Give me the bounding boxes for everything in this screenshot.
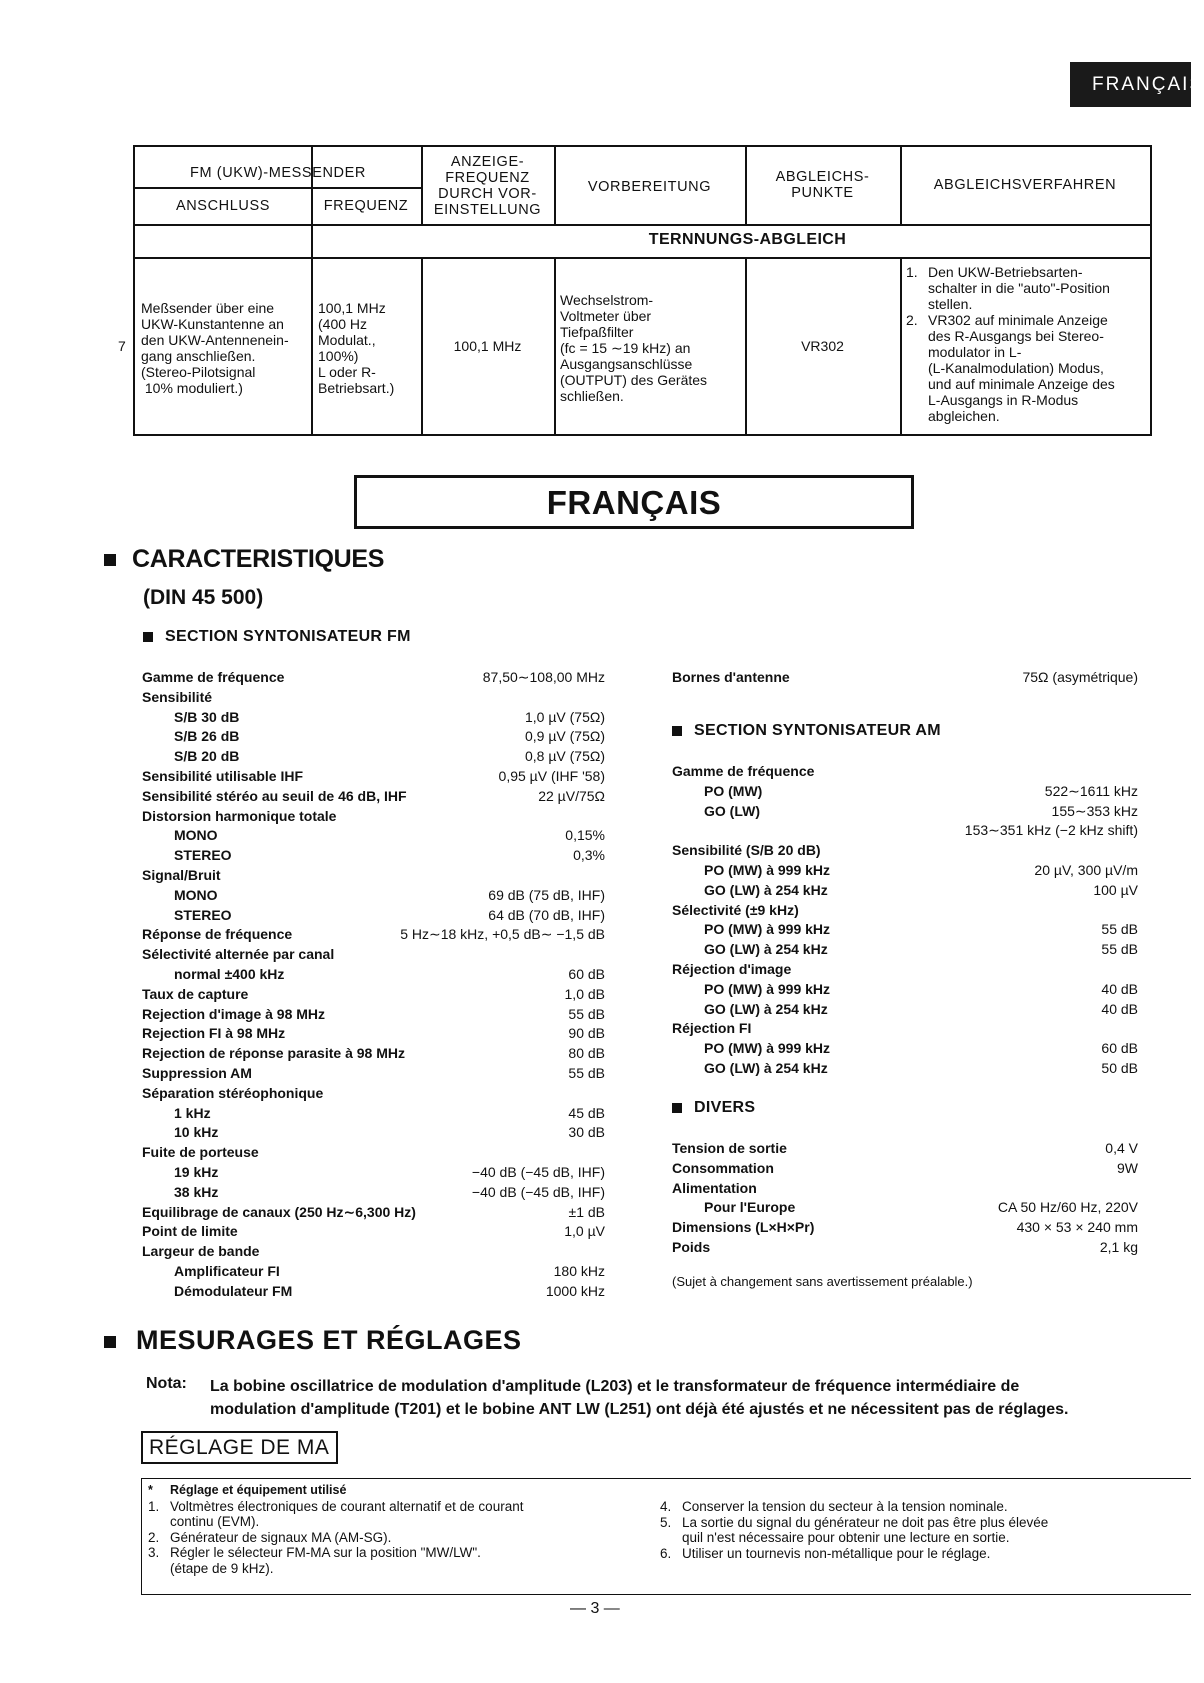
- spec-row: [142, 1084, 605, 1104]
- spec-label: Rejection de réponse parasite à 98 MHz: [142, 1045, 405, 1062]
- spec-row: [142, 1044, 605, 1064]
- header-preparation: VORBEREITUNG: [587, 179, 712, 195]
- spec-row: [142, 1143, 605, 1163]
- misc-specs-list: [672, 1139, 1138, 1258]
- spec-label: Bornes d'antenne: [672, 669, 790, 685]
- spec-row: [672, 821, 1138, 841]
- spec-label: Sensibilité utilisable IHF: [142, 767, 304, 784]
- spec-row: [672, 1159, 1138, 1179]
- spec-label: PO (MW): [704, 782, 763, 799]
- spec-row: [142, 807, 605, 827]
- spec-label: Consommation: [672, 1159, 774, 1176]
- spec-label: Pour l'Europe: [704, 1199, 796, 1216]
- spec-value: 180 kHz: [553, 1262, 605, 1279]
- nota-label: Nota:: [146, 1375, 187, 1392]
- nota-text: La bobine oscillatrice de modulation d'amplitude (L203) et le transformateur de fréquence intermédiaire de modulation d'amplitude (T201) et le bobine ANT LW (L251) ont déjà été ajustés et ne nécessitent pas de réglages.: [210, 1378, 1069, 1418]
- spec-label: GO (LW) à 254 kHz: [704, 1000, 828, 1017]
- spec-label: normal ±400 kHz: [174, 965, 285, 982]
- spec-value: 20 µV, 300 µV/m: [1034, 861, 1138, 878]
- spec-label: Sensibilité: [142, 688, 213, 705]
- spec-value: 0,9 µV (75Ω): [524, 728, 605, 745]
- spec-row: [142, 846, 605, 866]
- spec-value: 40 dB: [1101, 1000, 1138, 1017]
- spec-label: Suppression AM: [142, 1064, 252, 1081]
- spec-label: 38 kHz: [174, 1183, 219, 1200]
- cell-procedure: 1. Den UKW-Betriebsarten- schalter in die "auto"-Position stellen. 2. VR302 auf minimale Anzeige des R-Ausgangs bei Stereo- modulator in L- (L-Kanalmodulation) Modus, und auf minimale Anzeige des L-Ausgangs in R-Modus abgleichen.: [906, 264, 1115, 424]
- header-display-frequency: ANZEIGE- FREQUENZ DURCH VOR- EINSTELLUNG: [433, 154, 542, 218]
- am-section-heading: SECTION SYNTONISATEUR AM: [672, 722, 941, 740]
- spec-row: [672, 1179, 1138, 1199]
- characteristics-heading: CARACTERISTIQUES: [104, 545, 384, 574]
- spec-label: MONO: [174, 827, 218, 844]
- french-title: FRANÇAIS: [354, 475, 914, 529]
- spec-value: 155∼353 kHz: [1051, 802, 1138, 819]
- spec-value: 522∼1611 kHz: [1044, 782, 1138, 799]
- cell-adjustment-point: VR302: [801, 338, 844, 354]
- spec-label: 1 kHz: [174, 1104, 211, 1121]
- spec-label: Sensibilité stéréo au seuil de 46 dB, IHF: [142, 787, 407, 804]
- spec-label: Equilibrage de canaux (250 Hz∼6,300 Hz): [142, 1203, 416, 1220]
- spec-label: Gamme de fréquence: [672, 763, 815, 779]
- square-bullet-icon: [143, 632, 153, 642]
- spec-row: [672, 1218, 1138, 1238]
- spec-value: 64 dB (70 dB, IHF): [488, 906, 605, 923]
- cell-preparation: Wechselstrom- Voltmeter über Tiefpaßfilter (fc = 15 ∼19 kHz) an Ausgangsanschlüsse (OUTPUT) des Gerätes schließen.: [560, 292, 708, 404]
- spec-row: [672, 782, 1138, 802]
- spec-label: Sélectivité (±9 kHz): [672, 901, 799, 918]
- square-bullet-icon: [104, 554, 116, 566]
- antenna-spec: [672, 668, 1138, 688]
- spec-label: 10 kHz: [174, 1124, 219, 1141]
- spec-row: [142, 1104, 605, 1124]
- equipment-box: [141, 1478, 1191, 1595]
- spec-value: 0,8 µV (75Ω): [524, 748, 605, 765]
- fm-section-heading: SECTION SYNTONISATEUR FM: [143, 628, 411, 646]
- spec-value: 40 dB: [1101, 980, 1138, 997]
- spec-label: PO (MW) à 999 kHz: [704, 921, 831, 938]
- spec-row: [672, 881, 1138, 901]
- spec-value: 1,0 µV (75Ω): [524, 708, 605, 725]
- spec-value: 0,3%: [573, 847, 605, 864]
- spec-row: [142, 1123, 605, 1143]
- spec-row: [142, 866, 605, 886]
- spec-row: [142, 1222, 605, 1242]
- cell-frequency: 100,1 MHz (400 Hz Modulat., 100%) L oder R- Betriebsart.): [318, 300, 395, 396]
- spec-label: Point de limite: [142, 1223, 238, 1240]
- header-connection: ANSCHLUSS: [175, 198, 271, 214]
- spec-value: 100 µV: [1093, 881, 1138, 898]
- spec-value: 45 dB: [568, 1104, 605, 1121]
- spec-label: Amplificateur FI: [174, 1262, 280, 1279]
- spec-value: 75Ω (asymétrique): [1022, 669, 1138, 685]
- spec-row: [142, 688, 605, 708]
- spec-row: [142, 1242, 605, 1262]
- spec-label: GO (LW) à 254 kHz: [704, 1059, 828, 1076]
- spec-value: 87,50∼108,00 MHz: [482, 669, 605, 685]
- spec-label: Rejection FI à 98 MHz: [142, 1025, 286, 1042]
- header-adjustment-points: ABGLEICHS- PUNKTE: [775, 169, 870, 201]
- spec-row: [142, 668, 605, 688]
- spec-row: [672, 960, 1138, 980]
- spec-value: CA 50 Hz/60 Hz, 220V: [997, 1199, 1138, 1216]
- spec-row: [142, 886, 605, 906]
- spec-value: 60 dB: [1101, 1040, 1138, 1057]
- spec-value: 69 dB (75 dB, IHF): [488, 886, 605, 903]
- spec-value: 30 dB: [568, 1124, 605, 1141]
- spec-value: 55 dB: [568, 1064, 605, 1081]
- spec-row: [142, 727, 605, 747]
- spec-label: GO (LW) à 254 kHz: [704, 941, 828, 958]
- spec-row: [672, 1000, 1138, 1020]
- spec-row: [672, 1019, 1138, 1039]
- cell-connection: Meßsender über eine UKW-Kunstantenne an den UKW-Antennenein- gang anschließen. (Stereo-Pilotsignal 10% moduliert.): [141, 300, 289, 396]
- spec-label: Distorsion harmonique totale: [142, 807, 337, 824]
- spec-value: 2,1 kg: [1099, 1238, 1138, 1255]
- header-frequency: FREQUENZ: [323, 198, 409, 214]
- spec-value: 22 µV/75Ω: [538, 787, 605, 804]
- spec-row: [142, 1282, 605, 1302]
- spec-value: 0,4 V: [1105, 1140, 1138, 1156]
- spec-label: GO (LW): [704, 802, 760, 819]
- spec-label: PO (MW) à 999 kHz: [704, 980, 831, 997]
- spec-row: [142, 826, 605, 846]
- spec-label: 19 kHz: [174, 1163, 219, 1180]
- spec-label: Réjection d'image: [672, 960, 792, 977]
- spec-value: 80 dB: [568, 1045, 605, 1062]
- spec-value: 1,0 µV: [564, 1223, 605, 1240]
- spec-value: 1000 kHz: [545, 1282, 605, 1299]
- spec-value: 55 dB: [1101, 921, 1138, 938]
- spec-row: [142, 985, 605, 1005]
- spec-row: [142, 906, 605, 926]
- spec-label: Démodulateur FM: [174, 1282, 293, 1299]
- spec-value: ±1 dB: [568, 1203, 605, 1220]
- spec-label: S/B 20 dB: [174, 748, 240, 765]
- spec-label: Poids: [672, 1238, 711, 1255]
- spec-row: [672, 1238, 1138, 1258]
- spec-value: 0,95 µV (IHF '58): [498, 767, 605, 784]
- spec-value: −40 dB (−45 dB, IHF): [471, 1163, 605, 1180]
- equipment-left: * Réglage et équipement utilisé 1. Voltmètres électroniques de courant alternatif et de courant continu (EVM). 2. Générateur de signaux MA (AM-SG). 3. Régler le sélecteur FM-MA sur la position "MW/LW". (étape de 9 kHz).: [148, 1483, 524, 1576]
- spec-label: Réponse de fréquence: [142, 926, 293, 943]
- spec-row: [142, 1064, 605, 1084]
- spec-label: Largeur de bande: [142, 1243, 260, 1260]
- spec-row: [672, 901, 1138, 921]
- row-number: 7: [118, 338, 126, 354]
- spec-label: Alimentation: [672, 1179, 757, 1196]
- spec-label: Séparation stéréophonique: [142, 1084, 324, 1101]
- spec-row: [672, 1039, 1138, 1059]
- spec-value: 5 Hz∼18 kHz, +0,5 dB∼ −1,5 dB: [400, 926, 605, 943]
- spec-value: 50 dB: [1101, 1059, 1138, 1076]
- spec-value: 1,0 dB: [564, 985, 605, 1002]
- spec-label: Rejection d'image à 98 MHz: [142, 1005, 326, 1022]
- square-bullet-icon: [104, 1336, 116, 1348]
- measurements-heading: MESURAGES ET RÉGLAGES: [104, 1325, 522, 1356]
- spec-label: GO (LW) à 254 kHz: [704, 881, 828, 898]
- spec-row: [672, 1198, 1138, 1218]
- spec-row: [672, 762, 1138, 782]
- equipment-right: 4. Conserver la tension du secteur à la tension nominale. 5. La sortie du signal du générateur ne doit pas être plus élevée quil n'est nécessaire pour obtenir une lecture en sortie. 6. Utiliser un tournevis non-métallique pour le réglage.: [660, 1499, 1049, 1561]
- misc-section-heading: DIVERS: [672, 1099, 755, 1117]
- spec-label: Taux de capture: [142, 985, 249, 1002]
- spec-label: Réjection FI: [672, 1020, 752, 1037]
- spec-row: [142, 925, 605, 945]
- cell-display-frequency: 100,1 MHz: [453, 338, 522, 354]
- spec-label: Signal/Bruit: [142, 866, 221, 883]
- spec-label: STEREO: [174, 847, 232, 864]
- spec-label: PO (MW) à 999 kHz: [704, 1040, 831, 1057]
- spec-value: 55 dB: [568, 1005, 605, 1022]
- spec-row: [142, 1183, 605, 1203]
- spec-label: [672, 821, 704, 841]
- spec-row: [142, 767, 605, 787]
- din-subtitle: (DIN 45 500): [143, 586, 264, 609]
- spec-value: −40 dB (−45 dB, IHF): [471, 1183, 605, 1200]
- spec-row: [142, 945, 605, 965]
- spec-row: [672, 940, 1138, 960]
- spec-value: 0,15%: [565, 827, 605, 844]
- header-procedure: ABGLEICHSVERFAHREN: [933, 177, 1117, 193]
- spec-label: MONO: [174, 886, 218, 903]
- spec-value: 90 dB: [568, 1025, 605, 1042]
- spec-value: 55 dB: [1101, 941, 1138, 958]
- spec-label: S/B 26 dB: [174, 728, 240, 745]
- equipment-title: Réglage et équipement utilisé: [170, 1483, 347, 1497]
- section-title-separation: TERNNUNGS-ABGLEICH: [648, 231, 847, 248]
- header-fm-generator: FM (UKW)-MESSENDER: [190, 165, 366, 181]
- spec-label: Fuite de porteuse: [142, 1144, 259, 1161]
- am-specs-list: [672, 762, 1138, 1079]
- page-number: — 3 —: [570, 1600, 620, 1617]
- spec-row: [672, 1139, 1138, 1159]
- spec-row: [142, 1163, 605, 1183]
- spec-row: [142, 747, 605, 767]
- spec-row: [142, 1203, 605, 1223]
- spec-label: Tension de sortie: [672, 1140, 787, 1156]
- spec-row: [142, 1005, 605, 1025]
- spec-label: Dimensions (L×H×Pr): [672, 1219, 815, 1236]
- fm-specs-list: [142, 668, 605, 1302]
- spec-label: S/B 30 dB: [174, 708, 240, 725]
- spec-row: [672, 980, 1138, 1000]
- spec-row: [142, 1262, 605, 1282]
- spec-row: [142, 708, 605, 728]
- spec-row: [142, 1024, 605, 1044]
- change-note: (Sujet à changement sans avertissement préalable.): [672, 1274, 973, 1289]
- spec-row: [672, 841, 1138, 861]
- spec-row: [672, 920, 1138, 940]
- spec-value: 153∼351 kHz (−2 kHz shift): [964, 822, 1138, 839]
- spec-value: 60 dB: [568, 965, 605, 982]
- spec-value: 9W: [1117, 1159, 1138, 1176]
- am-adjust-title: RÉGLAGE DE MA: [141, 1431, 338, 1464]
- square-bullet-icon: [672, 1103, 682, 1113]
- spec-label: Sensibilité (S/B 20 dB): [672, 842, 821, 859]
- spec-row: [142, 965, 605, 985]
- spec-label: Gamme de fréquence: [142, 669, 285, 685]
- spec-row: [672, 861, 1138, 881]
- spec-label: STEREO: [174, 906, 232, 923]
- spec-row: [672, 802, 1138, 822]
- spec-row: [672, 1059, 1138, 1079]
- spec-label: Sélectivité alternée par canal: [142, 946, 335, 963]
- square-bullet-icon: [672, 726, 682, 736]
- language-tab: FRANÇAIS: [1070, 62, 1191, 107]
- spec-value: 430 × 53 × 240 mm: [1016, 1219, 1138, 1236]
- spec-row: [142, 787, 605, 807]
- spec-label: PO (MW) à 999 kHz: [704, 861, 831, 878]
- adjustment-table: [133, 145, 1152, 436]
